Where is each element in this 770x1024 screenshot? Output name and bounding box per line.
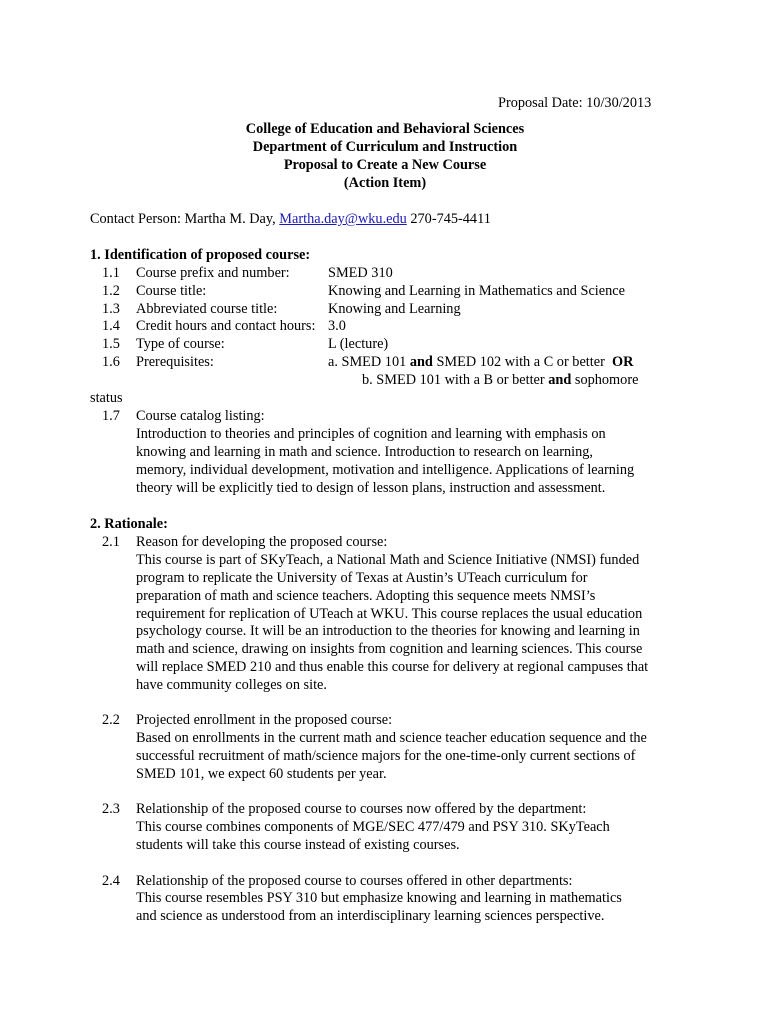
section1-heading: 1. Identification of proposed course: [90, 247, 311, 263]
department-title: Department of Curriculum and Instruction [252, 139, 518, 155]
rationale-text-line: program to replicate the University of Texas at Austin’s UTeach curriculum for [136, 570, 588, 586]
item-number: 1.3 [102, 301, 120, 317]
rationale-text-line: will replace SMED 210 and thus enable this course for delivery at regional campuses that [136, 659, 649, 675]
rationale-text-line: math and science, drawing on insights from cognition and learning sciences. This course [136, 641, 643, 657]
rationale-text-line: requirement for replication of UTeach at WKU. This course replaces the usual education [136, 606, 643, 622]
item-number: 1.2 [102, 283, 120, 299]
rationale-text-line: Based on enrollments in the current math and science teacher education sequence and the [136, 730, 647, 746]
contact-line [90, 210, 491, 228]
item-label: Course catalog listing: [136, 408, 265, 424]
item-label: Projected enrollment in the proposed course: [136, 712, 393, 728]
contact-label: Contact Person: Martha M. Day, [90, 211, 276, 227]
rationale-text-line: successful recruitment of math/science majors for the one-time-only current sections of [136, 748, 636, 764]
college-title: College of Education and Behavioral Sciences [245, 121, 525, 137]
rationale-text-line: psychology course. It will be an introduction to the theories for knowing and learning in [136, 623, 640, 639]
rationale-text-line: This course is part of SKyTeach, a National Math and Science Initiative (NMSI) funded [136, 552, 640, 568]
action-item-label: (Action Item) [343, 175, 427, 191]
item-number: 1.7 [102, 408, 120, 424]
catalog-text-line: memory, individual development, motivation and intelligence. Applications of learning [136, 462, 635, 478]
prereq-wrap-text: status [90, 390, 123, 406]
prereq-option-b: b. SMED 101 with a B or better and sophomore [362, 372, 639, 388]
item-label: Reason for developing the proposed course: [136, 534, 388, 550]
catalog-text-line: knowing and learning in math and science. Introduction to research on learning, [136, 444, 593, 460]
item-label: Relationship of the proposed course to courses offered in other departments: [136, 873, 573, 889]
rationale-text-line: This course resembles PSY 310 but emphasize knowing and learning in mathematics [136, 890, 622, 906]
proposal-title: Proposal to Create a New Course [283, 157, 487, 173]
item-value: SMED 310 [328, 265, 393, 281]
item-number: 1.4 [102, 318, 120, 334]
rationale-text-line: students will take this course instead of existing courses. [136, 837, 460, 853]
item-number: 1.5 [102, 336, 120, 352]
rationale-text-line: preparation of math and science teachers. Adopting this sequence meets NMSI’s [136, 588, 596, 604]
rationale-text-line: This course combines components of MGE/SEC 477/479 and PSY 310. SKyTeach [136, 819, 610, 835]
item-label: Relationship of the proposed course to courses now offered by the department: [136, 801, 587, 817]
item-label: Prerequisites: [136, 354, 214, 370]
item-number: 1.6 [102, 354, 120, 370]
item-value: Knowing and Learning in Mathematics and Science [328, 283, 625, 299]
contact-email-link[interactable]: Martha.day@wku.edu [279, 211, 407, 227]
item-number: 2.1 [102, 534, 120, 550]
item-number: 2.2 [102, 712, 120, 728]
item-value: L (lecture) [328, 336, 389, 352]
section2-heading: 2. Rationale: [90, 516, 168, 532]
item-label: Abbreviated course title: [136, 301, 278, 317]
rationale-text-line: SMED 101, we expect 60 students per year. [136, 766, 387, 782]
catalog-text-line: theory will be explicitly tied to design of lesson plans, instruction and assessment. [136, 480, 606, 496]
item-label: Course prefix and number: [136, 265, 290, 281]
catalog-text-line: Introduction to theories and principles of cognition and learning with emphasis on [136, 426, 606, 442]
item-label: Type of course: [136, 336, 225, 352]
rationale-text-line: have community colleges on site. [136, 677, 327, 693]
item-number: 1.1 [102, 265, 120, 281]
item-number: 2.4 [102, 873, 120, 889]
item-label: Credit hours and contact hours: [136, 318, 316, 334]
item-value: 3.0 [328, 318, 346, 334]
item-value: Knowing and Learning [328, 301, 461, 317]
proposal-date: Proposal Date: 10/30/2013 [498, 95, 652, 111]
prereq-option-a: a. SMED 101 and SMED 102 with a C or better OR [328, 354, 634, 370]
item-number: 2.3 [102, 801, 120, 817]
contact-phone: 270-745-4411 [410, 211, 491, 227]
rationale-text-line: and science as understood from an interdisciplinary learning sciences perspective. [136, 908, 605, 924]
item-label: Course title: [136, 283, 207, 299]
